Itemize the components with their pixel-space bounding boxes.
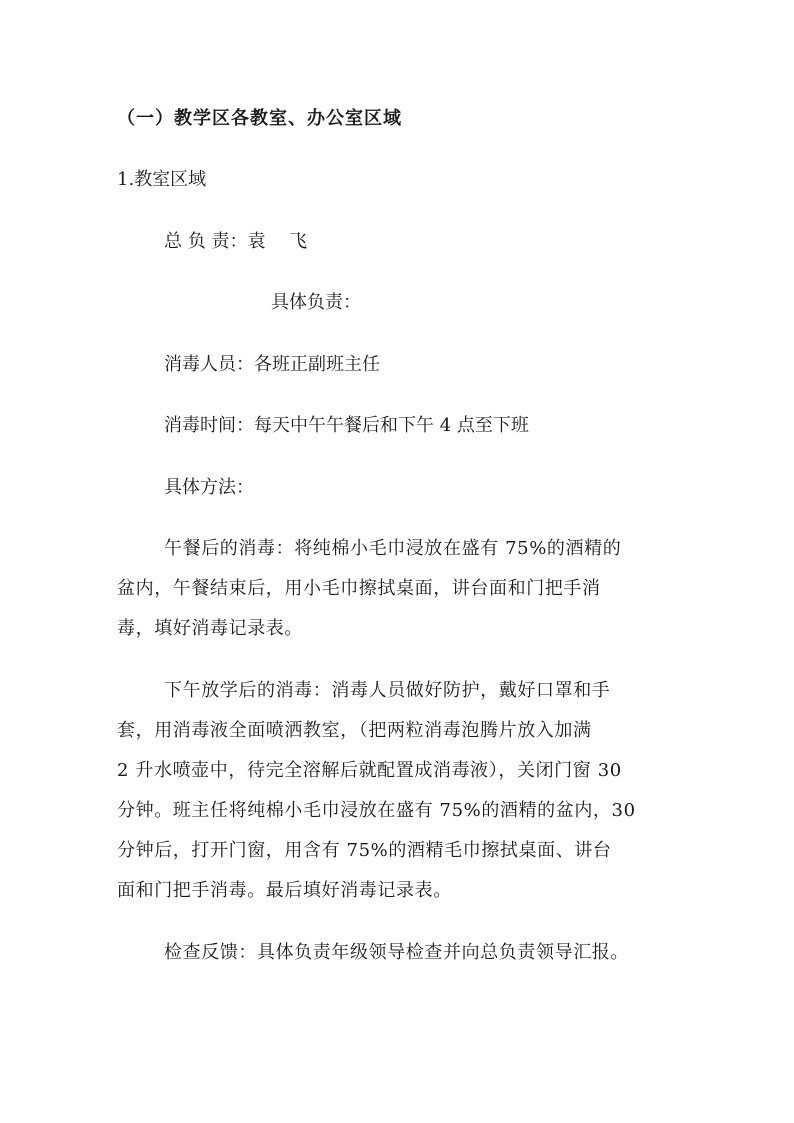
paragraph-line: 面和门把手消毒。最后填好消毒记录表。 [117, 880, 452, 901]
paragraph-line: 分钟后，打开门窗，用含有 75%的酒精毛巾擦拭桌面、讲台 [117, 840, 612, 861]
specific-lead-label: 具体负责： [271, 292, 361, 313]
paragraph-line: 2 升水喷壶中，待完全溶解后就配置成消毒液），关闭门窗 30 [117, 760, 622, 781]
disinfection-time: 消毒时间：每天中午午餐后和下午 4 点至下班 [164, 415, 529, 436]
paragraph-line: 套，用消毒液全面喷洒教室，（把两粒消毒泡腾片放入加满 [117, 720, 592, 741]
general-lead-row [164, 231, 307, 253]
method-label: 具体方法： [164, 477, 254, 498]
general-lead-value: 袁 飞 [247, 231, 308, 252]
disinfection-staff: 消毒人员：各班正副班主任 [164, 354, 380, 375]
inspection-feedback: 检查反馈：具体负责年级领导检查并向总负责领导汇报。 [164, 942, 629, 963]
paragraph-line: 午餐后的消毒：将纯棉小毛巾浸放在盛有 75%的酒精的 [164, 538, 622, 559]
paragraph-line: 下午放学后的消毒：消毒人员做好防护，戴好口罩和手 [164, 680, 611, 701]
paragraph-line: 盆内，午餐结束后，用小毛巾擦拭桌面，讲台面和门把手消 [117, 578, 601, 599]
paragraph-line: 分钟。班主任将纯棉小毛巾浸放在盛有 75%的酒精的盆内，30 [117, 800, 636, 821]
general-lead-label: 总 负 责： [164, 231, 248, 252]
section-heading: （一）教学区各教室、办公室区域 [117, 108, 402, 129]
subsection-heading: 1.教室区域 [117, 169, 207, 190]
paragraph-line: 毒，填好消毒记录表。 [117, 618, 303, 639]
